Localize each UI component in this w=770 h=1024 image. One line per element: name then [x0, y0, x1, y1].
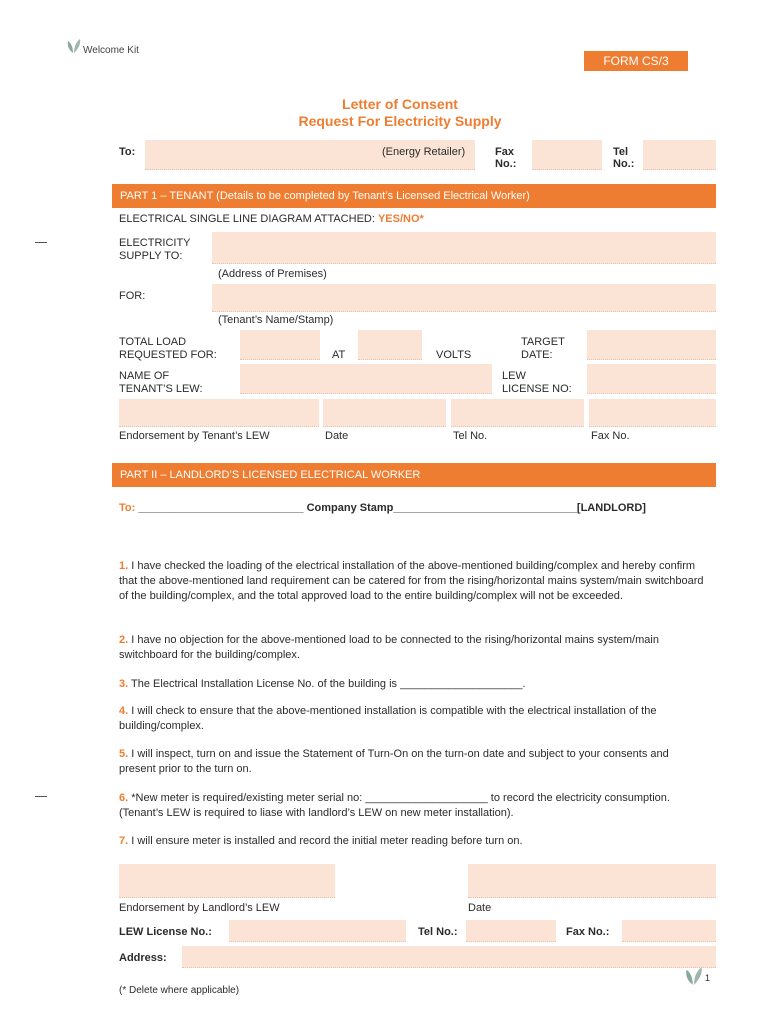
tenant-tel-field[interactable] [451, 399, 584, 427]
leaf-logo-icon [684, 966, 704, 986]
lew-license-label-line1: LEW [502, 370, 526, 382]
statement-4 [119, 704, 705, 734]
landlord-date-field[interactable] [468, 864, 716, 898]
landlord-fax-label: Fax No.: [566, 926, 610, 938]
target-date-label-line2: DATE: [521, 349, 553, 361]
margin-marker [35, 796, 47, 797]
energy-retailer-caption: (Energy Retailer) [382, 146, 466, 158]
landlord-address-field[interactable] [182, 946, 716, 968]
fax-number-field[interactable] [532, 140, 602, 170]
landlord-tel-field[interactable] [466, 920, 556, 942]
tenant-name-field[interactable] [212, 284, 716, 312]
part1-title: PART 1 [120, 190, 158, 202]
tenant-tel-caption: Tel No. [453, 430, 488, 442]
tel-label-line1: Tel [613, 146, 629, 158]
supply-to-label-line2: SUPPLY TO: [119, 250, 183, 262]
form-code: FORM CS/3 [603, 54, 669, 68]
statement-number: 6. [119, 792, 129, 804]
target-date-field[interactable] [587, 330, 716, 360]
tenant-lew-name-label-line1: NAME OF [119, 370, 170, 382]
diagram-attached-text: ELECTRICAL SINGLE LINE DIAGRAM ATTACHED: [119, 213, 378, 225]
brand-name: Welcome Kit [83, 45, 139, 56]
landlord-address-label: Address: [119, 952, 167, 964]
margin-marker [35, 242, 47, 243]
statement-1 [119, 559, 705, 604]
total-load-field[interactable] [240, 330, 320, 360]
statement-number: 4. [119, 705, 129, 717]
statement-number: 1. [119, 560, 129, 572]
volts-label: VOLTS [436, 349, 472, 361]
page-number: 1 [705, 973, 711, 983]
statement-3 [119, 677, 705, 692]
tenant-lew-name-label-line2: TENANT’S LEW: [119, 383, 203, 395]
company-stamp-label: Company Stamp [303, 502, 394, 514]
landlord-to-line [119, 502, 646, 515]
landlord-label: [LANDLORD] [576, 502, 646, 514]
tel-number-field[interactable] [643, 140, 716, 170]
volts-field[interactable] [358, 330, 422, 360]
target-date-label-line1: TARGET [521, 336, 565, 348]
landlord-tel-label: Tel No.: [418, 926, 458, 938]
landlord-lew-license-label: LEW License No.: [119, 926, 212, 938]
statement-7 [119, 834, 705, 849]
tenant-caption: (Tenant’s Name/Stamp) [218, 314, 334, 326]
page-subtitle: Request For Electricity Supply [298, 113, 502, 129]
statement-2 [119, 633, 705, 663]
company-stamp-blank[interactable]: ______________________________ [393, 502, 577, 514]
tenant-fax-caption: Fax No. [591, 430, 630, 442]
lew-license-label-line2: LICENSE NO: [502, 383, 572, 395]
address-caption: (Address of Premises) [218, 268, 327, 280]
for-label: FOR: [119, 290, 146, 302]
landlord-date-caption: Date [468, 902, 492, 914]
footer-note: (* Delete where applicable) [119, 985, 240, 996]
footer-logo [684, 966, 704, 986]
tenant-date-field[interactable] [323, 399, 446, 427]
diagram-attached-value[interactable]: YES/NO* [377, 213, 424, 225]
statement-6 [119, 791, 705, 821]
part2-title: PART II – LANDLORD’S LICENSED ELECTRICAL WORKER [120, 469, 421, 481]
statement-number: 2. [119, 634, 129, 646]
at-label: AT [332, 349, 346, 361]
landlord-endorsement-field[interactable] [119, 864, 335, 898]
landlord-to-label: To: [119, 502, 139, 514]
tenant-endorsement-field[interactable] [119, 399, 319, 427]
landlord-to-blank[interactable]: ___________________________ [138, 502, 304, 514]
statement-text: I will ensure meter is installed and record the initial meter reading before turn on. [128, 835, 523, 847]
part1-header-bar [112, 184, 716, 208]
tenant-endorsement-caption: Endorsement by Tenant’s LEW [119, 430, 270, 442]
statement-text: *New meter is required/existing meter serial no: ____________________ to record the electricity consumption. (Tenant’s LEW is required to liase with landlord’s LEW on new meter installation). [119, 792, 670, 819]
statement-5 [119, 747, 705, 777]
landlord-fax-field[interactable] [622, 920, 716, 942]
total-load-label-line1: TOTAL LOAD [119, 336, 187, 348]
to-label: To: [119, 146, 136, 158]
tel-label-line2: No.: [613, 158, 635, 170]
statement-number: 3. [119, 678, 129, 690]
part1-description: – TENANT (Details to be completed by Tenant’s Licensed Electrical Worker) [157, 190, 530, 202]
statement-text: I have checked the loading of the electrical installation of the above-mentioned building/complex and hereby confirm that the above-mentioned land requirement can be catered for from the rising/horizontal mains system/main switchboard of the building/complex, and the total approved load to the entire building/complex will not be exceeded. [119, 560, 704, 602]
total-load-label-line2: REQUESTED FOR: [119, 349, 217, 361]
address-of-premises-field[interactable] [212, 232, 716, 264]
diagram-attached-label [119, 213, 424, 226]
landlord-endorsement-caption: Endorsement by Landlord’s LEW [119, 902, 280, 914]
landlord-lew-license-field[interactable] [229, 920, 406, 942]
statement-text: The Electrical Installation License No. of the building is ____________________. [128, 678, 526, 690]
tenant-lew-name-field[interactable] [240, 364, 492, 394]
statement-number: 7. [119, 835, 129, 847]
tenant-date-caption: Date [325, 430, 349, 442]
statement-number: 5. [119, 748, 129, 760]
statement-text: I will inspect, turn on and issue the Statement of Turn-On on the turn-on date and subject to your consents and present prior to the turn on. [119, 748, 669, 775]
brand-logo [66, 38, 82, 54]
tenant-fax-field[interactable] [589, 399, 716, 427]
supply-to-label-line1: ELECTRICITY [119, 237, 191, 249]
fax-label-line2: No.: [495, 158, 517, 170]
leaf-logo-icon [66, 38, 82, 54]
statement-text: I will check to ensure that the above-mentioned installation is compatible with the electrical installation of the building/complex. [119, 705, 657, 732]
lew-license-field[interactable] [587, 364, 716, 394]
fax-label-line1: Fax [495, 146, 514, 158]
part2-header-bar [112, 463, 716, 487]
form-code-badge [584, 51, 688, 71]
page-title: Letter of Consent [342, 96, 458, 112]
statement-text: I have no objection for the above-mentioned load to be connected to the rising/horizontal mains system/main switchboard for the building/complex. [119, 634, 659, 661]
